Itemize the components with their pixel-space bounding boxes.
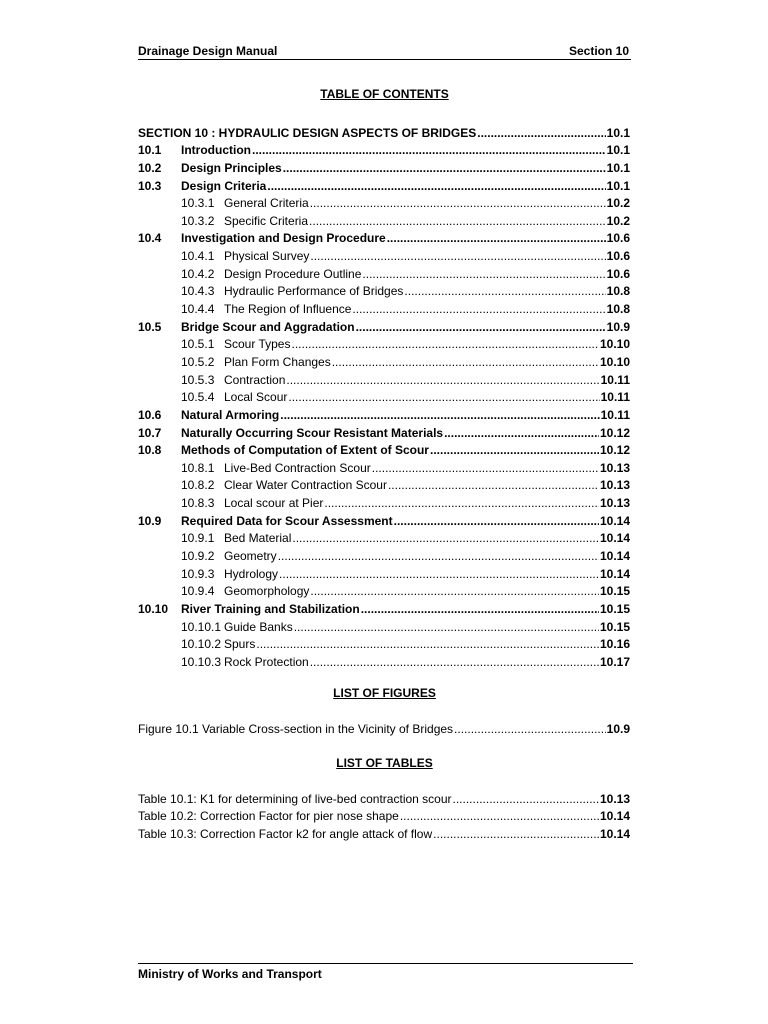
toc-subentry[interactable]: [138, 193, 630, 211]
toc-entry-page: 10.16: [599, 637, 630, 652]
toc-entry-title: General Criteria: [224, 196, 309, 211]
toc-entry-title: The Region of Influence: [224, 302, 352, 317]
toc-entry-page: 10.15: [599, 619, 630, 634]
dot-leader: [352, 302, 605, 316]
table-entry[interactable]: [138, 806, 630, 824]
dot-leader: [288, 390, 599, 404]
toc-entry-page: 10.2: [606, 213, 630, 228]
table-entry-page: 10.13: [599, 791, 630, 806]
toc-entry-page: 10.6: [606, 266, 630, 281]
tables-heading: LIST OF TABLES: [336, 756, 433, 770]
toc-entry-title: Plan Form Changes: [224, 354, 331, 369]
toc-entry-number: 10.10.2: [181, 637, 222, 652]
toc-entry-page: 10.6: [606, 249, 630, 264]
dot-leader: [279, 567, 599, 581]
toc-entry-page: 10.12: [599, 425, 630, 440]
manual-title: Drainage Design Manual: [138, 44, 278, 58]
dot-leader: [332, 355, 599, 369]
dot-leader: [453, 792, 599, 806]
toc-entry-title: Introduction: [181, 143, 251, 158]
toc-entry-title: Local scour at Pier: [224, 496, 324, 511]
toc-entry-page: 10.15: [599, 601, 630, 616]
toc-entry-title: Design Procedure Outline: [224, 266, 362, 281]
toc-subentry[interactable]: [138, 581, 630, 599]
toc-entry[interactable]: [138, 157, 630, 175]
toc-entry[interactable]: [138, 422, 630, 440]
toc-entry-page: 10.11: [600, 390, 630, 405]
figures-heading: LIST OF FIGURES: [333, 686, 436, 700]
toc-entry-page: 10.15: [599, 584, 630, 599]
table-entry-title: Table 10.2: Correction Factor for pier nose shape: [138, 809, 399, 824]
toc-entry-number: 10.10: [138, 601, 169, 616]
toc-subentry[interactable]: [138, 369, 630, 387]
toc-entry-number: 10.5: [138, 319, 162, 334]
toc-entry-title: Naturally Occurring Scour Resistant Materials: [181, 425, 444, 440]
toc-entry-page: 10.14: [599, 513, 630, 528]
toc-entry[interactable]: [138, 598, 630, 616]
toc-entry-number: 10.8.1: [181, 460, 215, 475]
toc-subentry[interactable]: [138, 563, 630, 581]
toc-subentry[interactable]: [138, 263, 630, 281]
toc-entry-title: Bridge Scour and Aggradation: [181, 319, 355, 334]
toc-entry-page: 10.10: [599, 354, 630, 369]
toc-entry-page: 10.11: [600, 407, 630, 422]
toc-entry-title: Required Data for Scour Assessment: [181, 513, 393, 528]
page-footer: Ministry of Works and Transport: [138, 963, 633, 981]
toc-entry-page: 10.1: [606, 143, 630, 158]
toc-entry-title: Design Criteria: [181, 178, 267, 193]
contents-heading: TABLE OF CONTENTS: [320, 87, 449, 101]
toc-entry-title: Clear Water Contraction Scour: [224, 478, 387, 493]
toc-subentry[interactable]: [138, 457, 630, 475]
toc-entry-number: 10.8: [138, 443, 162, 458]
toc-entry-number: 10.9: [138, 513, 162, 528]
toc-entry[interactable]: [138, 228, 630, 246]
toc-entry-page: 10.12: [599, 443, 630, 458]
table-entry[interactable]: [138, 823, 630, 841]
toc-entry-title: Geometry: [224, 549, 277, 564]
toc-subentry[interactable]: [138, 245, 630, 263]
toc-entry-title: Rock Protection: [224, 654, 309, 669]
dot-leader: [387, 231, 606, 245]
dot-leader: [310, 249, 605, 263]
toc-entry-title: Scour Types: [224, 337, 291, 352]
list-of-tables: [138, 788, 630, 841]
toc-entry-title: Methods of Computation of Extent of Scour: [181, 443, 429, 458]
page-header: [138, 43, 631, 60]
dot-leader: [388, 478, 599, 492]
dot-leader: [310, 196, 606, 210]
dot-leader: [278, 549, 599, 563]
toc-entry-number: 10.4.2: [181, 266, 215, 281]
toc-entry-page: 10.14: [599, 549, 630, 564]
dot-leader: [356, 320, 606, 334]
toc-entry-number: 10.3.1: [181, 196, 215, 211]
toc-entry-title: SECTION 10 : HYDRAULIC DESIGN ASPECTS OF BRIDGES: [138, 125, 477, 140]
toc-entry[interactable]: [138, 175, 630, 193]
toc-entry-title: Specific Criteria: [224, 213, 309, 228]
toc-entry-page: 10.14: [599, 566, 630, 581]
dot-leader: [394, 514, 599, 528]
dot-leader: [310, 584, 599, 598]
toc-entry-number: 10.9.2: [181, 549, 215, 564]
toc-entry-number: 10.4: [138, 231, 162, 246]
dot-leader: [444, 426, 599, 440]
toc-entry-page: 10.1: [606, 160, 630, 175]
toc-entry-title: Local Scour: [224, 390, 288, 405]
toc-entry-title: Hydraulic Performance of Bridges: [224, 284, 404, 299]
toc-entry-page: 10.10: [599, 337, 630, 352]
dot-leader: [362, 267, 605, 281]
toc-entry[interactable]: [138, 440, 630, 458]
toc-entry-title: Guide Banks: [224, 619, 293, 634]
dot-leader: [324, 496, 599, 510]
toc-entry-number: 10.1: [138, 143, 162, 158]
figure-entry-title: Figure 10.1 Variable Cross-section in the Vicinity of Bridges: [138, 721, 454, 736]
table-entry-page: 10.14: [599, 826, 630, 841]
toc-entry-number: 10.5.1: [181, 337, 215, 352]
toc-entry-title: River Training and Stabilization: [181, 601, 360, 616]
toc-entry-page: 10.2: [606, 196, 630, 211]
toc-entry-page: 10.8: [606, 284, 630, 299]
toc-entry-number: 10.5.4: [181, 390, 215, 405]
toc-subentry[interactable]: [138, 298, 630, 316]
dot-leader: [283, 161, 606, 175]
table-entry-title: Table 10.3: Correction Factor k2 for angle attack of flow: [138, 826, 433, 841]
toc-entry-number: 10.10.3: [181, 654, 222, 669]
toc-entry-title: Live-Bed Contraction Scour: [224, 460, 371, 475]
dot-leader: [433, 827, 599, 841]
dot-leader: [256, 637, 599, 651]
toc-subentry[interactable]: [138, 387, 630, 405]
dot-leader: [404, 284, 605, 298]
toc-entry-number: 10.7: [138, 425, 162, 440]
toc-entry-number: 10.6: [138, 407, 162, 422]
toc-entry-title: Bed Material: [224, 531, 292, 546]
list-of-figures: [138, 718, 630, 736]
toc-entry[interactable]: [138, 140, 630, 158]
toc-entry-title: Geomorphology: [224, 584, 310, 599]
toc-entry[interactable]: [138, 404, 630, 422]
toc-entry-number: 10.4.1: [181, 249, 215, 264]
toc-entry-number: 10.4.4: [181, 302, 215, 317]
dot-leader: [430, 443, 599, 457]
toc-entry-number: 10.10.1: [181, 619, 222, 634]
toc-entry-page: 10.11: [600, 372, 630, 387]
toc-entry[interactable]: [138, 510, 630, 528]
toc-entry-number: 10.3: [138, 178, 162, 193]
toc-entry-title: Investigation and Design Procedure: [181, 231, 386, 246]
toc-entry-page: 10.17: [599, 654, 630, 669]
toc-subentry[interactable]: [138, 210, 630, 228]
toc-entry-page: 10.14: [599, 531, 630, 546]
toc-entry-number: 10.9.1: [181, 531, 215, 546]
toc-entry-number: 10.3.2: [181, 213, 215, 228]
dot-leader: [309, 214, 606, 228]
toc-entry-title: Spurs: [224, 637, 256, 652]
toc-subentry[interactable]: [138, 492, 630, 510]
toc-entry-page: 10.8: [606, 302, 630, 317]
toc-entry-number: 10.5.2: [181, 354, 215, 369]
dot-leader: [280, 408, 599, 422]
dot-leader: [267, 179, 605, 193]
toc-entry-number: 10.8.3: [181, 496, 215, 511]
toc-subentry[interactable]: [138, 634, 630, 652]
dot-leader: [310, 655, 599, 669]
toc-entry-title: Design Principles: [181, 160, 282, 175]
dot-leader: [372, 461, 599, 475]
table-entry-title: Table 10.1: K1 for determining of live-bed contraction scour: [138, 791, 452, 806]
toc-entry-number: 10.2: [138, 160, 162, 175]
toc-subentry[interactable]: [138, 351, 630, 369]
toc-entry[interactable]: [138, 122, 630, 140]
toc-entry-page: 10.6: [606, 231, 630, 246]
dot-leader: [454, 722, 606, 736]
toc-subentry[interactable]: [138, 528, 630, 546]
toc-entry-number: 10.9.4: [181, 584, 215, 599]
toc-subentry[interactable]: [138, 475, 630, 493]
table-of-contents: [138, 122, 630, 669]
toc-entry-number: 10.4.3: [181, 284, 215, 299]
table-entry[interactable]: [138, 788, 630, 806]
toc-entry-title: Physical Survey: [224, 249, 310, 264]
dot-leader: [294, 620, 599, 634]
toc-entry-page: 10.1: [606, 178, 630, 193]
toc-subentry[interactable]: [138, 281, 630, 299]
dot-leader: [477, 126, 605, 140]
toc-entry-title: Hydrology: [224, 566, 279, 581]
toc-entry[interactable]: [138, 316, 630, 334]
dot-leader: [292, 531, 599, 545]
dot-leader: [361, 602, 599, 616]
toc-subentry[interactable]: [138, 334, 630, 352]
toc-entry-page: 10.9: [606, 319, 630, 334]
toc-subentry[interactable]: [138, 545, 630, 563]
toc-entry-title: Contraction: [224, 372, 286, 387]
table-entry-page: 10.14: [599, 809, 630, 824]
section-label: Section 10: [568, 44, 629, 58]
toc-subentry[interactable]: [138, 651, 630, 669]
toc-entry-page: 10.13: [599, 478, 630, 493]
dot-leader: [291, 337, 598, 351]
figure-entry-page: 10.9: [606, 721, 630, 736]
toc-entry-page: 10.1: [606, 125, 630, 140]
dot-leader: [400, 809, 599, 823]
toc-entry-page: 10.13: [599, 460, 630, 475]
figure-entry[interactable]: [138, 718, 630, 736]
toc-entry-title: Natural Armoring: [181, 407, 280, 422]
toc-subentry[interactable]: [138, 616, 630, 634]
toc-entry-page: 10.13: [599, 496, 630, 511]
dot-leader: [252, 143, 606, 157]
toc-entry-number: 10.8.2: [181, 478, 215, 493]
toc-entry-number: 10.5.3: [181, 372, 215, 387]
dot-leader: [286, 373, 599, 387]
toc-entry-number: 10.9.3: [181, 566, 215, 581]
